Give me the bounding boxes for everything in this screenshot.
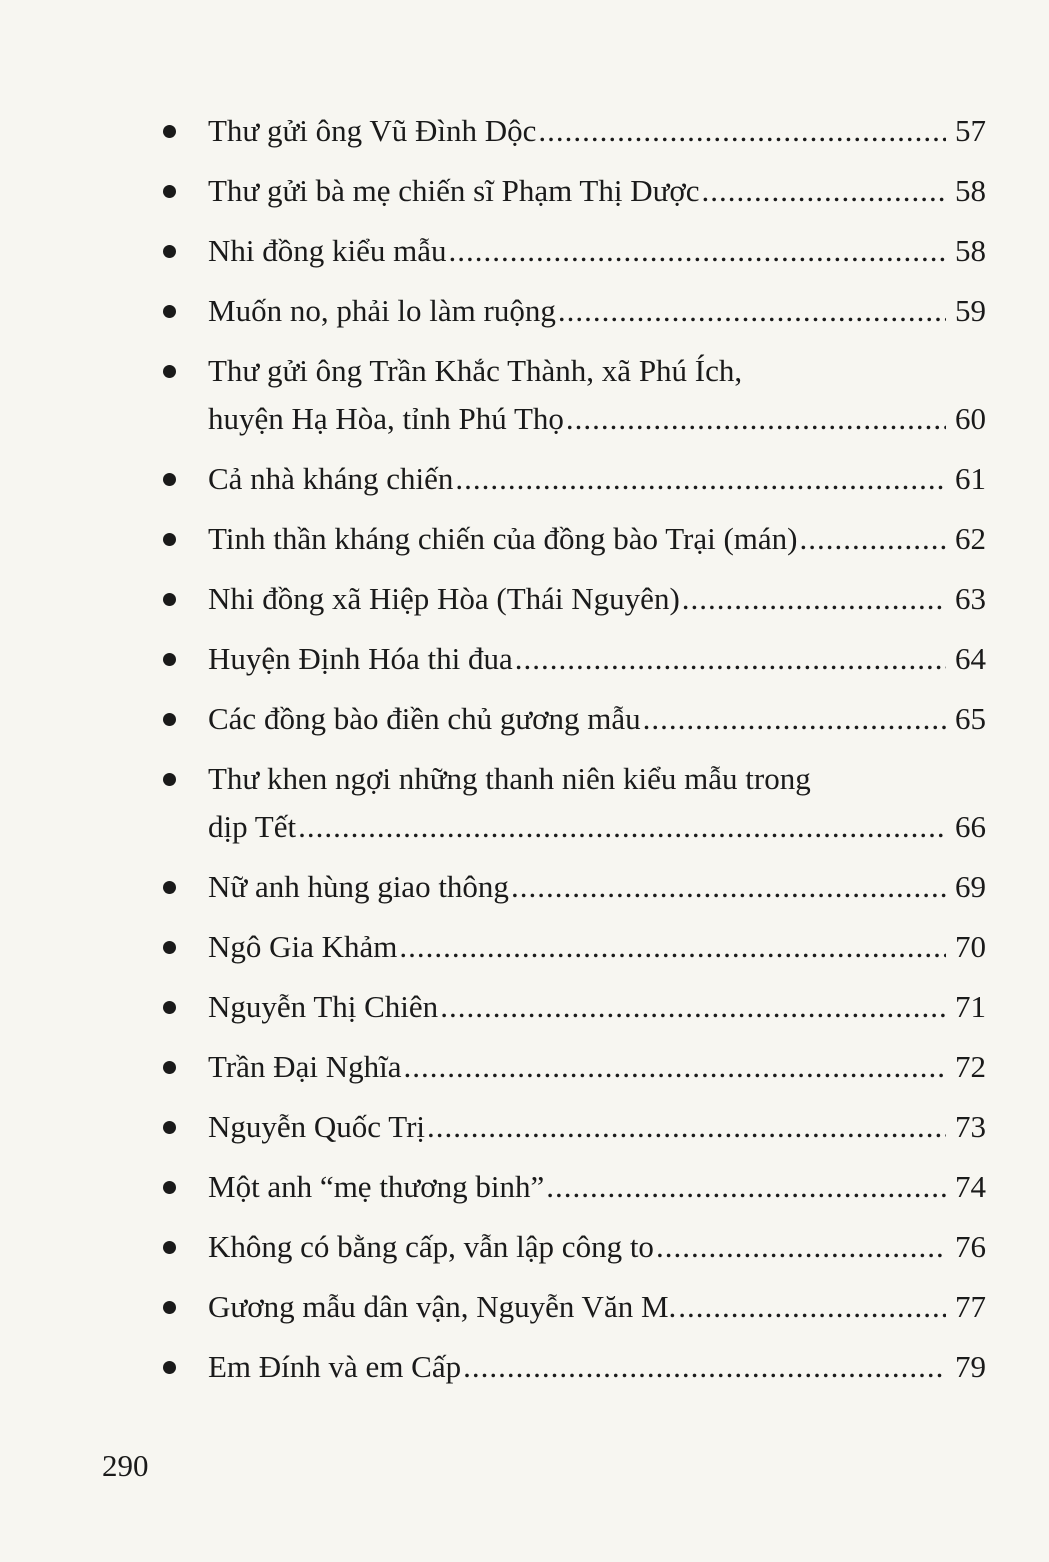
toc-entry xyxy=(160,1228,986,1288)
toc-entry xyxy=(160,520,986,580)
toc-entry xyxy=(160,640,986,700)
toc-entry-title: Ngô Gia Khảm xyxy=(208,929,398,964)
toc-entry xyxy=(160,1108,986,1168)
toc-entry xyxy=(160,868,986,928)
toc-entry-title: Không có bằng cấp, vẫn lập công to xyxy=(208,1229,654,1264)
bullet-icon xyxy=(163,1241,176,1254)
bullet-icon xyxy=(163,941,176,954)
toc-entry-page: 73 xyxy=(955,1109,986,1144)
dot-leader xyxy=(403,1048,946,1085)
toc-entry xyxy=(160,292,986,352)
dot-leader xyxy=(643,700,946,737)
toc-entry-title: Nhi đồng kiểu mẫu xyxy=(208,233,447,268)
dot-leader xyxy=(298,808,946,845)
dot-leader xyxy=(558,292,946,329)
dot-leader xyxy=(463,1348,946,1385)
toc-entry-title: dịp Tết xyxy=(208,809,297,844)
toc-entry-title: Nhi đồng xã Hiệp Hòa (Thái Nguyên) xyxy=(208,581,680,616)
bullet-icon xyxy=(163,1121,176,1134)
dot-leader xyxy=(511,868,946,905)
dot-leader xyxy=(566,400,946,437)
dot-leader xyxy=(702,172,946,209)
toc-entry-title: Em Đính và em Cấp xyxy=(208,1349,462,1384)
toc-entry xyxy=(160,1288,986,1348)
toc-entry xyxy=(160,460,986,520)
toc-entry-title: Thư gửi bà mẹ chiến sĩ Phạm Thị Dược xyxy=(208,173,700,208)
dot-leader xyxy=(800,520,947,557)
bullet-icon xyxy=(163,365,176,378)
toc-entry-page: 69 xyxy=(955,869,986,904)
toc-entry-title: Huyện Định Hóa thi đua xyxy=(208,641,513,676)
toc-entry xyxy=(160,1348,986,1408)
toc-entry-title-line1: Thư gửi ông Trần Khắc Thành, xã Phú Ích, xyxy=(208,353,743,388)
dot-leader xyxy=(455,460,946,497)
dot-leader xyxy=(440,988,946,1025)
bullet-icon xyxy=(163,473,176,486)
toc-entry xyxy=(160,352,986,460)
bullet-icon xyxy=(163,881,176,894)
toc-entry-page: 59 xyxy=(955,293,986,328)
dot-leader xyxy=(656,1228,946,1265)
dot-leader xyxy=(427,1108,946,1145)
toc-entry-title: Một anh “mẹ thương binh” xyxy=(208,1169,545,1204)
page-number: 290 xyxy=(102,1448,149,1483)
toc-entry-page: 79 xyxy=(955,1349,986,1384)
toc-entry xyxy=(160,580,986,640)
dot-leader xyxy=(515,640,946,677)
dot-leader xyxy=(678,1288,946,1325)
bullet-icon xyxy=(163,653,176,666)
toc-entry xyxy=(160,1048,986,1108)
toc-entry-page: 64 xyxy=(955,641,986,676)
toc-entry xyxy=(160,112,986,172)
toc-entry-page: 63 xyxy=(955,581,986,616)
bullet-icon xyxy=(163,1181,176,1194)
toc-entry-title-line1: Thư khen ngợi những thanh niên kiểu mẫu trong xyxy=(208,761,811,796)
toc-entry-title: Trần Đại Nghĩa xyxy=(208,1049,402,1084)
bullet-icon xyxy=(163,305,176,318)
toc-entry-title: huyện Hạ Hòa, tỉnh Phú Thọ xyxy=(208,401,564,436)
toc-entry-title: Các đồng bào điền chủ gương mẫu xyxy=(208,701,641,736)
toc-entry-page: 61 xyxy=(955,461,986,496)
bullet-icon xyxy=(163,125,176,138)
toc-entry-title: Gương mẫu dân vận, Nguyễn Văn M. xyxy=(208,1289,677,1324)
toc-entry-page: 74 xyxy=(955,1169,986,1204)
toc-entry-page: 71 xyxy=(955,989,986,1024)
toc-entry-title: Tinh thần kháng chiến của đồng bào Trại (mán) xyxy=(208,521,798,556)
dot-leader xyxy=(399,928,946,965)
bullet-icon xyxy=(163,1001,176,1014)
toc-entry xyxy=(160,1168,986,1228)
bullet-icon xyxy=(163,185,176,198)
toc-entry-page: 72 xyxy=(955,1049,986,1084)
toc-entry-page: 58 xyxy=(955,233,986,268)
toc-entry-page: 57 xyxy=(955,113,986,148)
bullet-icon xyxy=(163,1061,176,1074)
toc-entry xyxy=(160,700,986,760)
toc-entry xyxy=(160,988,986,1048)
bullet-icon xyxy=(163,533,176,546)
toc-entry-page: 70 xyxy=(955,929,986,964)
bullet-icon xyxy=(163,245,176,258)
bullet-icon xyxy=(163,773,176,786)
toc-entry-title: Muốn no, phải lo làm ruộng xyxy=(208,293,556,328)
dot-leader xyxy=(682,580,946,617)
toc-entry-title: Cả nhà kháng chiến xyxy=(208,461,454,496)
toc-entry-page: 58 xyxy=(955,173,986,208)
toc-entry-page: 65 xyxy=(955,701,986,736)
toc-entry xyxy=(160,928,986,988)
toc-entry-title: Nữ anh hùng giao thông xyxy=(208,869,509,904)
toc-entry-title: Nguyễn Thị Chiên xyxy=(208,989,439,1024)
toc-entry-page: 60 xyxy=(955,401,986,436)
toc-entry-page: 77 xyxy=(955,1289,986,1324)
table-of-contents xyxy=(160,112,986,1408)
toc-entry xyxy=(160,172,986,232)
toc-entry-title: Thư gửi ông Vũ Đình Dộc xyxy=(208,113,537,148)
dot-leader xyxy=(538,112,946,149)
toc-entry-page: 62 xyxy=(955,521,986,556)
toc-entry xyxy=(160,232,986,292)
toc-entry xyxy=(160,760,986,868)
bullet-icon xyxy=(163,1301,176,1314)
toc-entry-page: 66 xyxy=(955,809,986,844)
bullet-icon xyxy=(163,593,176,606)
toc-entry-title: Nguyễn Quốc Trị xyxy=(208,1109,426,1144)
bullet-icon xyxy=(163,1361,176,1374)
dot-leader xyxy=(546,1168,946,1205)
dot-leader xyxy=(449,232,947,269)
bullet-icon xyxy=(163,713,176,726)
toc-entry-page: 76 xyxy=(955,1229,986,1264)
